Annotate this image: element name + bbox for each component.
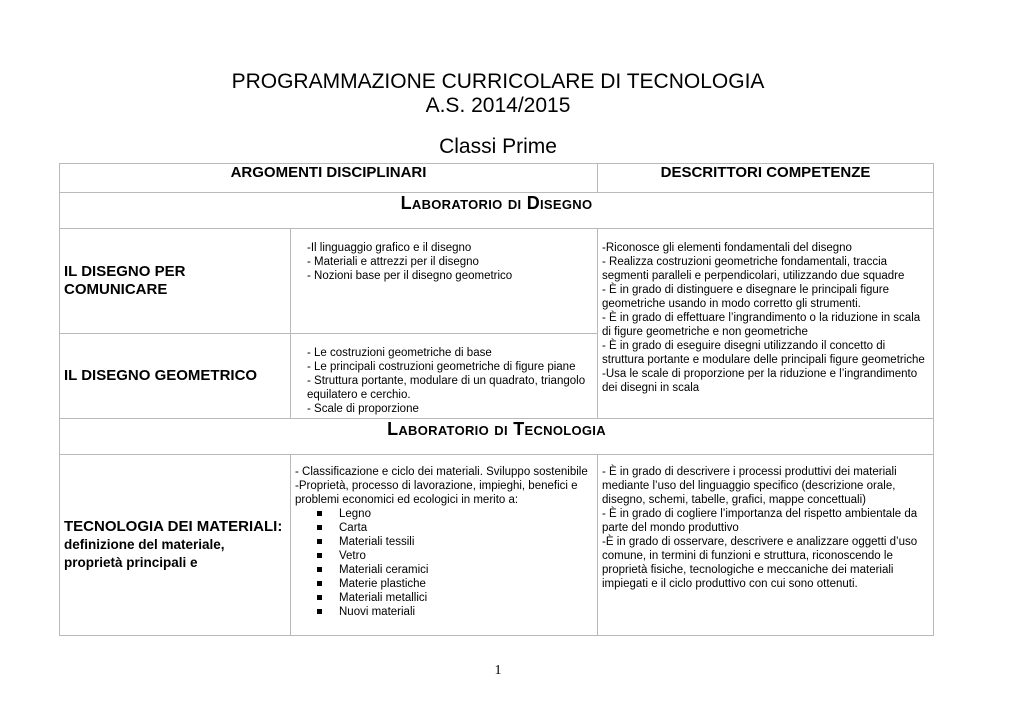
curriculum-table <box>59 163 934 636</box>
content-line: - Materiali e attrezzi per il disegno <box>307 256 479 268</box>
list-item: Carta <box>317 521 591 535</box>
content-line: - Classificazione e ciclo dei materiali. Sviluppo sostenibile <box>295 466 588 478</box>
competence-descriptors <box>598 229 934 419</box>
content-line: - Nozioni base per il disegno geometrico <box>307 270 513 282</box>
content-line: -Proprietà, processo di lavorazione, impieghi, benefici e problemi economici ed ecologici in merito a: <box>295 480 578 506</box>
list-item: Materiali metallici <box>317 591 591 605</box>
content-line: - Scale di proporzione <box>307 403 419 415</box>
list-item: Materiali tessili <box>317 535 591 549</box>
topic-label: IL DISEGNO PER COMUNICARE <box>60 229 291 334</box>
descriptor-line: -È in grado di osservare, descrivere e analizzare oggetti d’uso comune, in termini di funzioni e struttura, riconoscendo le proprietà fisiche, tecnologiche e meccaniche dei materiali impiegati e il ciclo produttivo con cui sono ottenuti. <box>602 536 918 590</box>
list-item: Materiali ceramici <box>317 563 591 577</box>
topic-label-main: TECNOLOGIA DEI MATERIALI: <box>64 518 283 535</box>
descriptor-line: -Usa le scale di proporzione per la riduzione e l’ingrandimento dei disegni in scala <box>602 368 918 394</box>
topic-contents <box>291 455 598 636</box>
content-line: - Le principali costruzioni geometriche di figure piane <box>307 361 576 373</box>
topic-contents <box>291 334 598 419</box>
content-line: - Struttura portante, modulare di un quadrato, triangolo equilatero e cerchio. <box>307 375 586 401</box>
content-line: - Le costruzioni geometriche di base <box>307 347 492 359</box>
topic-label-note: definizione del materiale, proprietà principali e <box>64 537 225 570</box>
materials-list <box>295 507 591 619</box>
descriptor-line: -Riconosce gli elementi fondamentali del disegno <box>602 242 852 254</box>
header-argomenti: ARGOMENTI DISCIPLINARI <box>60 164 598 193</box>
list-item: Materie plastiche <box>317 577 591 591</box>
header-competenze: DESCRITTORI COMPETENZE <box>598 164 934 193</box>
page-number: 1 <box>494 663 502 678</box>
competence-descriptors <box>598 455 934 636</box>
table-row <box>60 229 934 334</box>
table-header-row <box>60 164 934 193</box>
list-item: Vetro <box>317 549 591 563</box>
descriptor-line: - È in grado di eseguire disegni utilizzando il concetto di struttura portante e modulare delle principali figure geometriche <box>602 340 925 366</box>
table-row <box>60 455 934 636</box>
content-line: -Il linguaggio grafico e il disegno <box>307 242 472 254</box>
topic-label: IL DISEGNO GEOMETRICO <box>60 334 291 419</box>
list-item: Legno <box>317 507 591 521</box>
descriptor-line: - Realizza costruzioni geometriche fondamentali, traccia segmenti paralleli e perpendicolari, utilizzando due squadre <box>602 256 905 282</box>
section-row-tecnologia <box>60 419 934 455</box>
section-title-disegno: Laboratorio di Disegno <box>60 193 934 229</box>
topic-contents <box>291 229 598 334</box>
class-level: Classi Prime <box>439 135 557 158</box>
descriptor-line: - È in grado di distinguere e disegnare le principali figure geometriche usando in modo corretto gli strumenti. <box>602 284 890 310</box>
section-title-tecnologia: Laboratorio di Tecnologia <box>60 419 934 455</box>
list-item: Nuovi materiali <box>317 605 591 619</box>
section-row-disegno <box>60 193 934 229</box>
descriptor-line: - È in grado di cogliere l’importanza del rispetto ambientale da parte del mondo produttivo <box>602 508 918 534</box>
school-year: A.S. 2014/2015 <box>425 94 571 117</box>
topic-label <box>60 455 291 636</box>
descriptor-line: - È in grado di effettuare l’ingrandimento o la riduzione in scala di figure geometriche e non geometriche <box>602 312 921 338</box>
document-title: PROGRAMMAZIONE CURRICOLARE DI TECNOLOGIA <box>231 70 765 93</box>
descriptor-line: - È in grado di descrivere i processi produttivi dei materiali mediante l’uso del linguaggio specifico (descrizione orale, disegno, schemi, tabelle, grafici, mappe concettuali) <box>602 466 897 506</box>
